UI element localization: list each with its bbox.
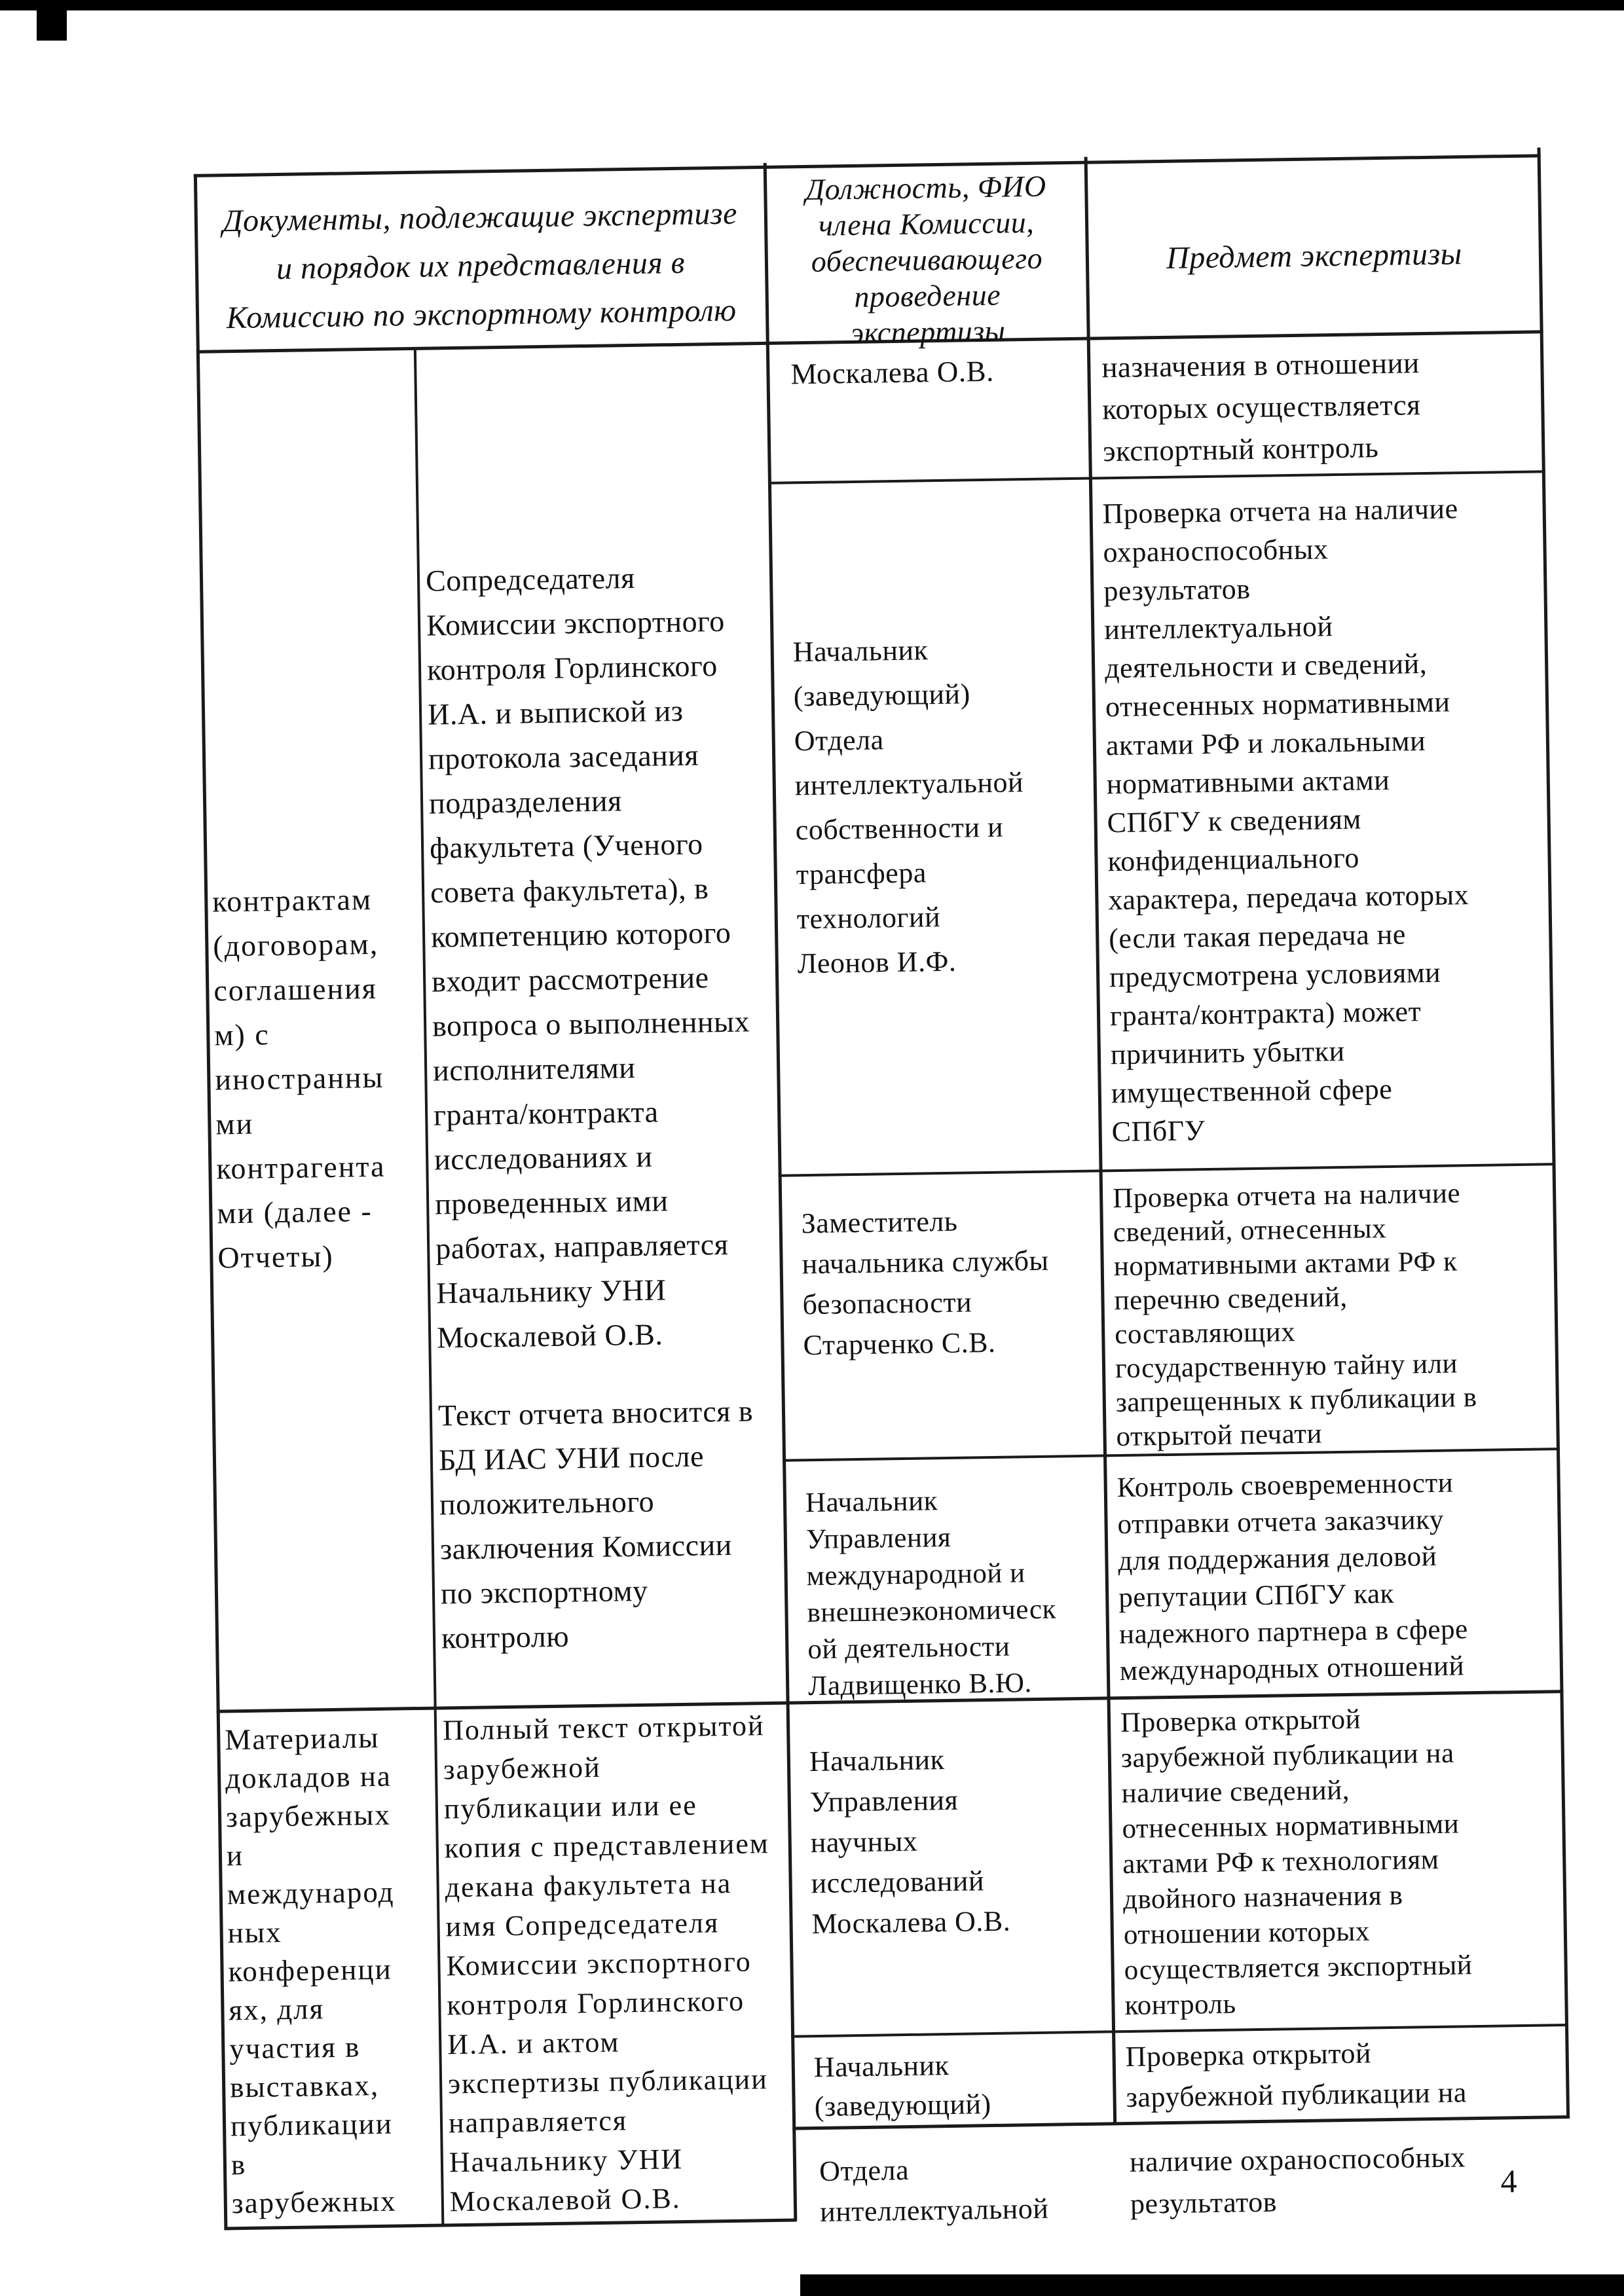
overflow-text-member: Отдела интеллектуальной: [819, 2153, 1049, 2228]
cell-documents-contracts: контрактам (договорам, соглашения м) с иностранны ми контрагента ми (далее - Отчеты): [212, 882, 386, 1275]
cell-subject-export-control-continuation: назначения в отношении которых осуществляется экспортный контроль: [1101, 346, 1421, 468]
page-number: 4: [1500, 2162, 1518, 2200]
cell-procedure-publication: Полный текст открытой зарубежной публикации или ее копия с представлением декана факультета на имя Сопредседателя Комиссии экспортного контроля Горлинского И.А. и актом экспертизы публикации направляется Начальнику УНИ Москалевой О.В.: [442, 1709, 769, 2218]
scan-edge-bar-bottom: [800, 2274, 1624, 2296]
table-row-divider-1: [768, 470, 1545, 484]
cell-member-ladvishchenko: Начальник Управления международной и внешнеэкономическ ой деятельности Ладвищенко В.Ю.: [805, 1485, 1057, 1702]
header-cell-commission-member: Должность, ФИО члена Комиссии, обеспечивающего проведение экспертизы: [805, 169, 1047, 350]
cell-member-cut: Начальник (заведующий): [813, 2049, 991, 2123]
cell-documents-materials: Материалы докладов на зарубежных и международ ных конференци ях, для участия в выставках, публикации в зарубежных: [224, 1721, 397, 2220]
header-cell-expertise-subject: Предмет экспертизы: [1166, 236, 1463, 276]
scan-edge-bar-top: [0, 0, 1624, 10]
scan-mark-top-left: [37, 3, 67, 41]
cell-subject-dual-use-check: Проверка открытой зарубежной публикации на наличие сведений, отнесенных нормативными актами РФ к технологиям двойного назначения в отношении которых осуществляется экспортный контроль: [1120, 1704, 1473, 2022]
cell-member-moskaleva-research: Начальник Управления научных исследований Москалева О.В.: [809, 1743, 1011, 1941]
overflow-text-subject: наличие охраноспособных результатов: [1129, 2141, 1466, 2220]
cell-member-leonov: Начальник (заведующий) Отдела интеллектуальной собственности и трансфера технологий Леонов И.Ф.: [792, 634, 1024, 980]
cell-subject-state-secret-check: Проверка отчета на наличие сведений, отнесенных нормативными актами РФ к перечню сведений, составляющих государственную тайну или запрещенных к публикации в открытой печати: [1112, 1178, 1477, 1453]
cell-subject-ip-check: Проверка отчета на наличие охраноспособных результатов интеллектуальной деятельности и сведений, отнесенных нормативными актами РФ и локальными нормативными актами СПбГУ к сведениям конфиденциального характера, передача которых (если такая передача не предусмотрена условиями гранта/контракта) может причинить убытки имущественной сфере СПбГУ: [1102, 492, 1469, 1148]
cell-subject-timeliness-control: Контроль своевременности отправки отчета заказчику для поддержания деловой репутации СПбГУ как надежного партнера в сфере международных отношений: [1116, 1467, 1468, 1687]
table-row-divider-2: [779, 1163, 1556, 1177]
header-cell-documents: Документы, подлежащие экспертизе и порядок их представления в Комиссию по экспортному контролю: [222, 196, 738, 336]
cell-member-starchenko: Заместитель начальника службы безопасности Старченко С.В.: [801, 1205, 1049, 1362]
cell-procedure-paragraph-1: Сопредседателя Комиссии экспортного контроля Горлинского И.А. и выпиской из протокола заседания подразделения факультета (Ученого совета факультета), в компетенцию которого входит рассмотрение вопроса о выполненных исполнителями гранта/контракта исследованиях и проведенных ими работах, направляется Начальнику УНИ Москалевой О.В.: [425, 560, 750, 1355]
cell-member-moskaleva: Москалева О.В.: [790, 354, 995, 391]
cell-subject-cut: Проверка открытой зарубежной публикации на: [1125, 2037, 1467, 2114]
cell-procedure-paragraph-2: Текст отчета вносится в БД ИАС УНИ после положительного заключения Комиссии по экспортному контролю: [437, 1394, 754, 1655]
